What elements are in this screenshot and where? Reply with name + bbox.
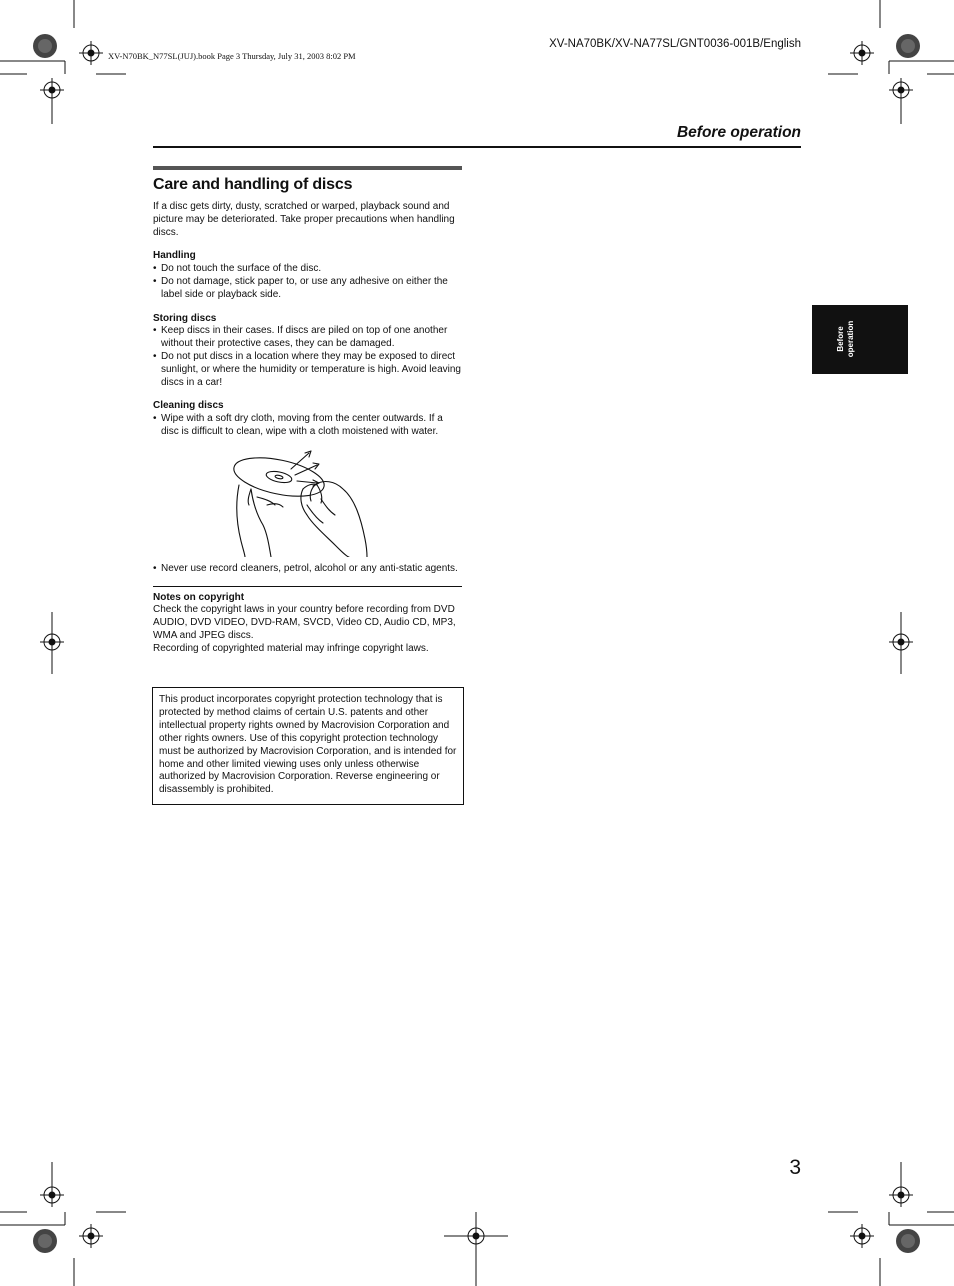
- handling-list: [153, 263, 462, 301]
- copyright-heading: Notes on copyright: [153, 591, 245, 603]
- list-item: • Do not put discs in a location where they may be exposed to direct sunlight, or where the humidity or temperature is high. Avoid leaving discs in a car!: [153, 351, 462, 389]
- model-code: XV-NA70BK/XV-NA77SL/GNT0036-001B/English: [549, 38, 801, 50]
- side-tab-line2: operation: [846, 320, 855, 358]
- handling-heading: Handling: [153, 250, 196, 262]
- copyright-paragraph: Recording of copyrighted material may infringe copyright laws.: [153, 642, 429, 654]
- side-tab-line1: Before: [836, 326, 845, 352]
- main-column: [153, 166, 462, 656]
- storing-heading: Storing discs: [153, 312, 217, 324]
- side-tab: [812, 305, 908, 374]
- header-rule: [153, 146, 801, 148]
- storing-list: [153, 325, 462, 389]
- disc-cleaning-illustration: [231, 445, 381, 557]
- section-bar: [153, 166, 462, 170]
- macrovision-notice-box: [152, 687, 464, 805]
- section-title: Care and handling of discs: [153, 176, 353, 193]
- list-item: • Do not damage, stick paper to, or use any adhesive on either the label side or playback side.: [153, 276, 462, 302]
- copyright-rule: [153, 586, 462, 587]
- cleaning-heading: Cleaning discs: [153, 400, 224, 412]
- list-item: • Keep discs in their cases. If discs are piled on top of one another without their protective cases, they can be damaged.: [153, 325, 462, 351]
- header-section-title: Before operation: [676, 124, 801, 141]
- list-item: • Do not touch the surface of the disc.: [153, 263, 462, 276]
- cleaning-warning-list: [153, 563, 462, 576]
- list-item: • Never use record cleaners, petrol, alcohol or any anti-static agents.: [153, 563, 462, 576]
- side-tab-label: [836, 321, 856, 357]
- macrovision-notice-text: This product incorporates copyright protection technology that is protected by method claims of certain U.S. patents and other intellectual property rights owned by Macrovision Corporation and other rights owners. Use of this copyright protection technology must be authorized by Macrovision Corporation, and is intended for home and other limited viewing uses only unless otherwise authorized by Macrovision Corporation. Reverse engineering or disassembly is prohibited.: [159, 694, 457, 796]
- copyright-paragraph: Check the copyright laws in your country before recording from DVD AUDIO, DVD VIDEO, DVD-RAM, SVCD, Video CD, Audio CD, MP3, WMA and JPEG discs.: [153, 604, 456, 641]
- page-number: 3: [789, 1156, 801, 1179]
- cleaning-list: [153, 413, 462, 439]
- print-file-info: XV-N70BK_N77SL(JUJ).book Page 3 Thursday, July 31, 2003 8:02 PM: [108, 51, 356, 61]
- intro-paragraph: If a disc gets dirty, dusty, scratched or warped, playback sound and picture may be deteriorated. Take proper precautions when handling discs.: [153, 201, 455, 238]
- list-item: • Wipe with a soft dry cloth, moving from the center outwards. If a disc is difficult to clean, wipe with a cloth moistened with water.: [153, 413, 462, 439]
